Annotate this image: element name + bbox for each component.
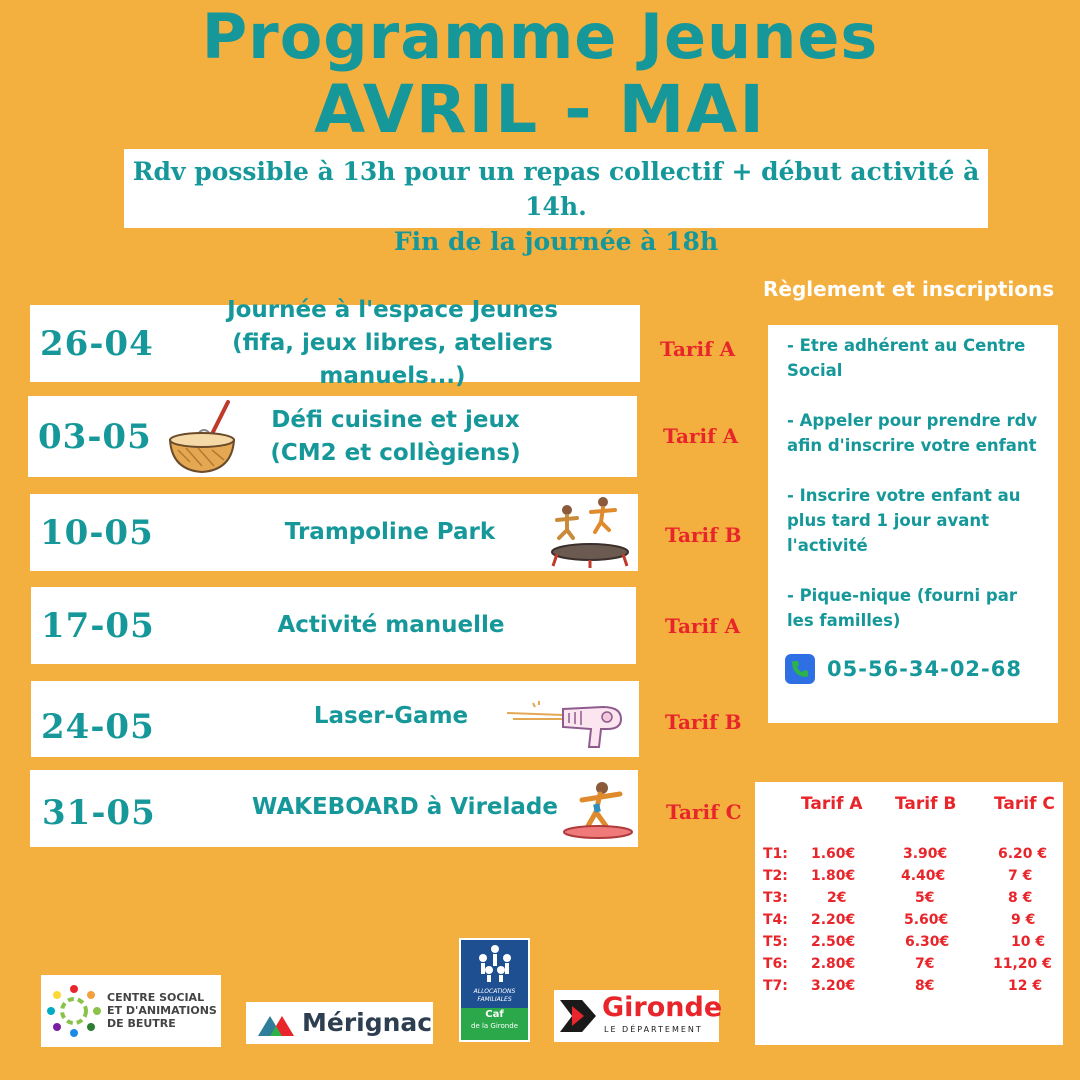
info-box <box>124 149 988 256</box>
cell-a: 2€ <box>827 890 847 906</box>
row-label: T7: <box>763 978 788 994</box>
trampoline-icon <box>545 494 635 570</box>
gironde-subtitle: LE DÉPARTEMENT <box>604 1025 703 1034</box>
activity-date: 10-05 <box>40 512 154 553</box>
caf-top-text <box>461 988 528 1004</box>
activity-row <box>28 396 637 477</box>
row-label: T2: <box>763 868 788 884</box>
info-line-2: Fin de la journée à 18h <box>393 227 719 256</box>
cell-c: 6.20 € <box>998 846 1048 862</box>
cell-b: 4.40€ <box>901 868 946 884</box>
cell-c: 9 € <box>1011 912 1036 928</box>
cell-a: 2.80€ <box>811 956 856 972</box>
caf-logo <box>459 938 530 1042</box>
tarifs-table <box>755 782 1063 1045</box>
cell-c: 12 € <box>1008 978 1043 994</box>
merignac-name: Mérignac <box>302 1008 433 1037</box>
laser-gun-icon <box>503 693 628 751</box>
activity-tarif: Tarif A <box>663 424 739 448</box>
phone-number[interactable]: 05-56-34-02-68 <box>827 656 1022 681</box>
reglement-item: - Inscrire votre enfant au plus tard 1 jour avant l'activité <box>787 486 1021 555</box>
table-row <box>755 978 1063 1000</box>
gironde-name: Gironde <box>602 992 723 1023</box>
logo-text: ALLOCATIONS <box>473 988 516 995</box>
activity-tarif: Tarif A <box>660 337 736 361</box>
cell-c: 8 € <box>1008 890 1033 906</box>
tarif-header: Tarif C <box>994 794 1055 814</box>
info-line-1: Rdv possible à 13h pour un repas collectif + début activité à 14h. <box>132 157 980 221</box>
cell-b: 3.90€ <box>903 846 948 862</box>
activity-tarif: Tarif C <box>666 800 742 824</box>
table-row <box>755 912 1063 934</box>
cell-c: 10 € <box>1011 934 1046 950</box>
cell-b: 8€ <box>915 978 935 994</box>
activity-row <box>31 587 636 664</box>
logo-text: ET D'ANIMATIONS <box>107 1004 217 1017</box>
table-row <box>755 868 1063 890</box>
activity-detail: (CM2 et collègiens) <box>270 439 521 466</box>
activity-tarif: Tarif B <box>665 710 742 734</box>
cell-c: 7 € <box>1008 868 1033 884</box>
merignac-mark-icon <box>256 1010 296 1038</box>
cell-b: 5.60€ <box>904 912 949 928</box>
activity-row <box>31 681 639 757</box>
activity-title: Journée à l'espace Jeunes <box>227 297 558 323</box>
activity-date: 03-05 <box>38 416 152 457</box>
activity-row <box>30 770 638 847</box>
activity-text <box>185 297 600 389</box>
activity-date: 17-05 <box>41 605 155 646</box>
cell-b: 5€ <box>915 890 935 906</box>
activity-text <box>238 396 553 477</box>
cell-a: 2.20€ <box>811 912 856 928</box>
cell-a: 3.20€ <box>811 978 856 994</box>
mixing-bowl-icon <box>166 398 238 474</box>
cell-a: 1.60€ <box>811 846 856 862</box>
activity-date: 26-04 <box>40 323 154 364</box>
activity-detail: (fifa, jeux libres, ateliers manuels...) <box>232 330 553 389</box>
gironde-logo <box>554 990 723 1042</box>
tarif-header: Tarif A <box>801 794 863 814</box>
logo-text: Caf <box>485 1009 504 1020</box>
merignac-logo <box>246 1002 433 1044</box>
activity-date: 31-05 <box>42 792 156 833</box>
logo-text: de la Gironde <box>471 1022 518 1030</box>
logo-text: DE BEUTRE <box>107 1017 176 1030</box>
phone-row[interactable] <box>787 654 1044 684</box>
caf-bottom-band <box>461 1008 528 1040</box>
activity-tarif: Tarif B <box>665 523 742 547</box>
table-row <box>755 934 1063 956</box>
page-subtitle: AVRIL - MAI <box>314 71 766 148</box>
reglement-title: Règlement et inscriptions <box>763 277 1055 301</box>
caf-people-icon <box>474 944 516 984</box>
activity-title: Trampoline Park <box>284 519 496 545</box>
logo-text: CENTRE SOCIAL <box>107 991 205 1004</box>
activity-date: 24-05 <box>41 707 155 747</box>
activity-title: Laser-Game <box>313 702 469 729</box>
cell-b: 6.30€ <box>905 934 950 950</box>
row-label: T3: <box>763 890 788 906</box>
cell-b: 7€ <box>915 956 935 972</box>
phone-icon <box>785 654 815 684</box>
centre-social-name <box>107 991 217 1030</box>
row-label: T4: <box>763 912 788 928</box>
reglement-box <box>768 325 1058 723</box>
table-row <box>755 890 1063 912</box>
reglement-item: - Etre adhérent au Centre Social <box>787 336 1026 380</box>
page-title: Programme Jeunes <box>201 0 879 73</box>
centre-social-logo <box>41 975 221 1047</box>
reglement-item: - Appeler pour prendre rdv afin d'inscrire votre enfant <box>787 411 1038 455</box>
table-row <box>755 846 1063 868</box>
activity-title: Défi cuisine et jeux <box>271 406 520 433</box>
activity-row <box>30 494 638 571</box>
people-circle-icon <box>45 983 103 1039</box>
row-label: T1: <box>763 846 788 862</box>
table-row <box>755 956 1063 978</box>
activity-row <box>30 297 640 389</box>
tarif-header: Tarif B <box>895 794 957 814</box>
wakeboarder-icon <box>560 778 635 844</box>
activity-title: Activité manuelle <box>277 612 505 638</box>
activity-title: WAKEBOARD à Virelade <box>252 794 558 820</box>
cell-a: 2.50€ <box>811 934 856 950</box>
row-label: T6: <box>763 956 788 972</box>
cell-a: 1.80€ <box>811 868 856 884</box>
reglement-item: - Pique-nique (fourni par les familles) <box>787 586 1018 630</box>
cell-c: 11,20 € <box>993 956 1052 972</box>
logo-text: FAMILIALES <box>477 996 512 1003</box>
activity-tarif: Tarif A <box>665 614 741 638</box>
row-label: T5: <box>763 934 788 950</box>
gironde-arrow-icon <box>558 996 598 1036</box>
